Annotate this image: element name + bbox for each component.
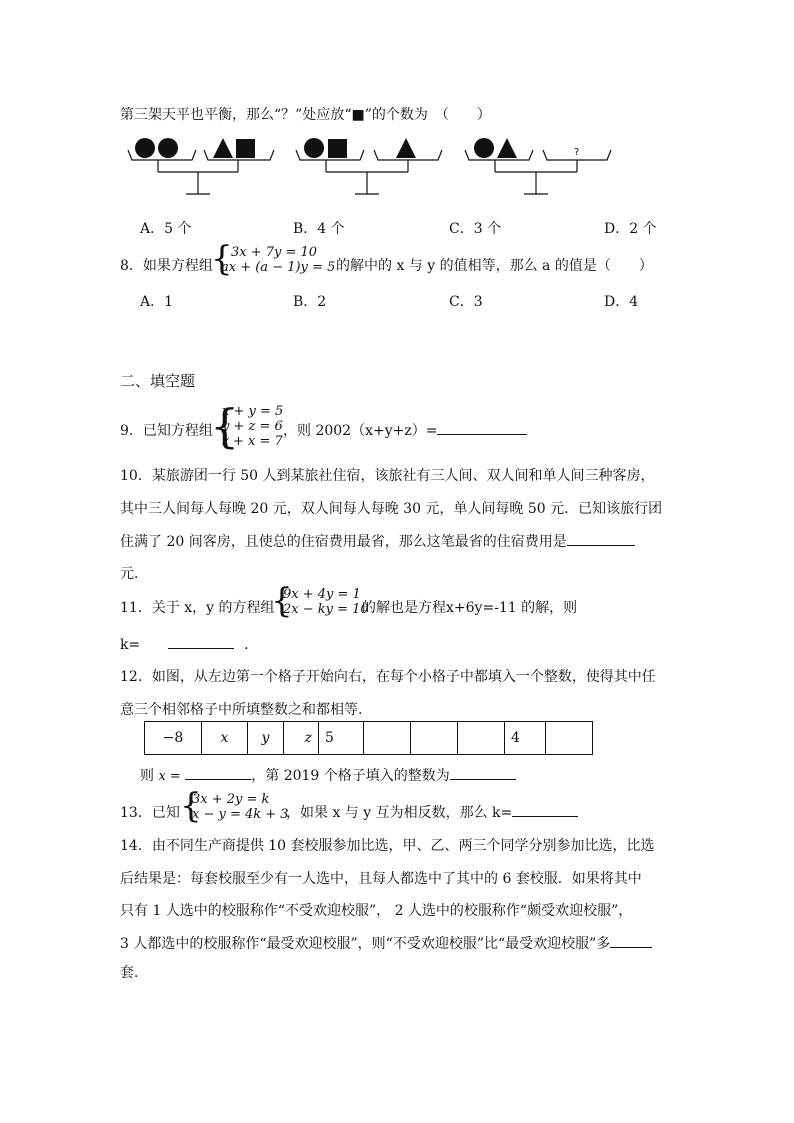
q7-option-b: B．4 个 [293, 221, 345, 237]
q14-line2: 后结果是：每套校服至少有一人选中，且每人都选中了其中的 6 套校服．如果将其中 [120, 871, 642, 887]
q10-line4: 元． [120, 566, 148, 582]
q9-eq3: z + x = 7 [222, 434, 283, 449]
q9-eq2: y + z = 6 [222, 419, 283, 434]
grid-cell: −8 [145, 722, 202, 755]
q12-number-grid [144, 721, 593, 755]
q7-option-a: A．5 个 [140, 221, 192, 237]
q10-line1: 10．某旅游团一行 50 人到某旅社住宿，该旅社有三人间、双人间和单人间三种客房， [120, 468, 655, 484]
circle-shape [304, 138, 324, 158]
q8-option-c: C．3 [449, 294, 483, 310]
q8-eq2: ax + (a − 1)y = 5 [221, 260, 336, 275]
q9-eq1: x + y = 5 [222, 404, 284, 419]
q7-text: 第三架天平也平衡，那么“？”处应放“■”的个数为 （ ） [120, 107, 491, 123]
q7-option-c: C．3 个 [449, 221, 502, 237]
q9-suffix: ，则 2002（x+y+z）= [283, 420, 527, 440]
balance-scales-figure [120, 132, 620, 202]
q13-prefix: 13．已知 [120, 805, 180, 821]
q14-line1: 14．由不同生产商提供 10 套校服参加比选，甲、乙、两三个同学分别参加比选，比选 [120, 838, 655, 854]
q8-option-d: D．4 [604, 294, 639, 310]
grid-cell: z [284, 722, 319, 755]
question-mark: ? [574, 147, 580, 158]
q11-eq1: 9x + 4y = 1 [283, 587, 361, 602]
q12-answer-blank-2019[interactable] [450, 765, 516, 780]
q11-suffix: 的解也是方程x+6y=-11 的解，则 [362, 600, 578, 616]
q10-line2: 其中三人间每人每晚 20 元，双人间每人每晚 30 元，单人间每晚 50 元．已知该旅行团 [120, 501, 663, 517]
q8-option-b: B．2 [293, 294, 327, 310]
q12-answer-line: 则 x = ，第 2019 个格子填入的整数为 [140, 765, 516, 785]
q11-prefix: 11．关于 x，y 的方程组 [120, 600, 275, 616]
q13-eq1: 3x + 2y = k [192, 792, 270, 807]
square-shape [236, 139, 255, 158]
q7-option-d: D．2 个 [604, 221, 657, 237]
q12-line2: 意三个相邻格子中所填整数之和都相等. [120, 702, 363, 718]
grid-cell: y [248, 722, 284, 755]
q12-answer-blank-x[interactable] [185, 765, 251, 780]
grid-cell [411, 722, 458, 755]
q9-prefix: 9．已知方程组 [120, 423, 213, 439]
q13-suffix: ，如果 x 与 y 互为相反数，那么 k= [286, 802, 578, 822]
grid-cell [458, 722, 505, 755]
grid-cell [364, 722, 411, 755]
triangle-shape [396, 138, 416, 158]
q11-eq2: 2x − ky = 10 [283, 602, 369, 617]
q14-answer-blank[interactable] [610, 933, 652, 948]
section-title: 二、填空题 [120, 372, 196, 390]
q8-suffix: 的解中的 x 与 y 的值相等，那么 a 的值是（ ） [336, 258, 653, 274]
q8-prefix: 8．如果方程组 [120, 258, 213, 274]
q14-line3: 只有 1 人选中的校服称作“不受欢迎校服”， 2 人选中的校服称作“颇受欢迎校服”， [120, 903, 633, 919]
q10-line3: 住满了 20 间客房，且使总的住宿费用最省，那么这笔最省的住宿费用是 [120, 531, 635, 551]
grid-cell [546, 722, 593, 755]
triangle-shape [213, 138, 233, 158]
grid-cell: 4 [505, 722, 546, 755]
q8-eq1: 3x + 7y = 10 [231, 245, 318, 260]
triangle-shape [497, 138, 517, 158]
q10-answer-blank[interactable] [567, 531, 635, 546]
q13-eq2: x − y = 4k + 3 [192, 807, 289, 822]
grid-cell: 5 [319, 722, 364, 755]
q8-option-a: A．1 [140, 294, 174, 310]
q13-answer-blank[interactable] [512, 802, 578, 817]
q11-answer-blank[interactable] [168, 634, 234, 649]
grid-cell: x [202, 722, 248, 755]
square-shape [328, 139, 347, 158]
circle-shape [135, 138, 155, 158]
q14-line4: 3 人都选中的校服称作“最受欢迎校服”，则“不受欢迎校服”比“最受欢迎校服”多 [120, 933, 652, 953]
circle-shape [474, 138, 494, 158]
q11-k-line: k= ． [120, 634, 258, 654]
circle-shape [158, 138, 178, 158]
q9-answer-blank[interactable] [437, 420, 527, 435]
q14-line5: 套． [120, 965, 148, 981]
q12-line1: 12．如图，从左边第一个格子开始向右，在每个小格子中都填入一个整数，使得其中任 [120, 669, 656, 685]
